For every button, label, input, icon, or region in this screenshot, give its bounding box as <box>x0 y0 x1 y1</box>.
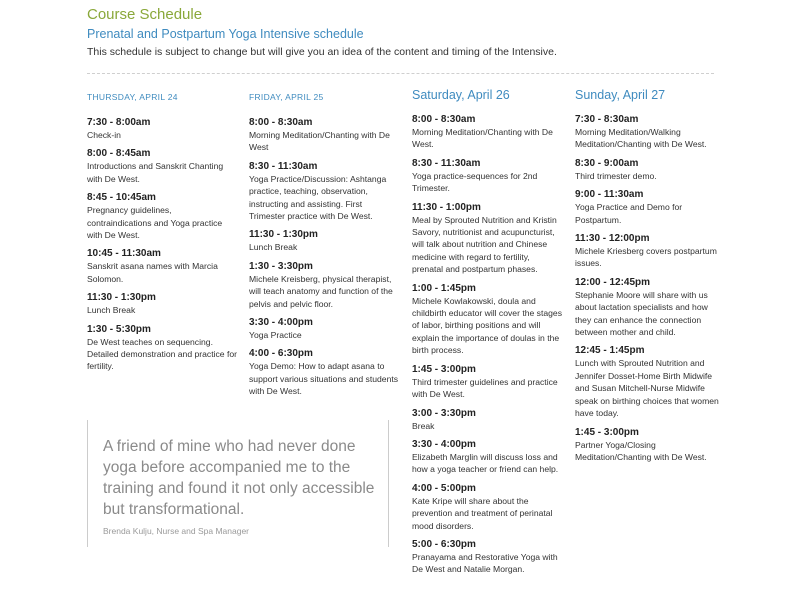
entry-description: Sanskrit asana names with Marcia Solomon. <box>87 261 218 284</box>
entry-description: Morning Meditation/Chanting with De West <box>249 130 390 153</box>
entry-time: 11:30 - 12:00pm <box>575 233 650 245</box>
entry-time: 1:30 - 5:30pm <box>87 323 151 335</box>
entry-time: 11:30 - 1:30pm <box>249 229 318 241</box>
schedule-entry <box>575 113 725 151</box>
schedule-entry <box>87 191 237 241</box>
schedule-entry <box>249 160 399 223</box>
schedule-entry <box>87 291 237 316</box>
entry-description: Check-in <box>87 130 121 140</box>
entry-time: 1:45 - 3:00pm <box>575 426 639 438</box>
entry-time: 11:30 - 1:00pm <box>412 201 481 213</box>
entry-time: 9:00 - 11:30am <box>575 189 644 201</box>
schedule-entry <box>412 282 562 357</box>
entry-time: 8:00 - 8:45am <box>87 148 151 160</box>
day-column-friday <box>249 88 399 404</box>
day-heading: Saturday, April 26 <box>412 88 510 102</box>
schedule-entry <box>575 232 725 270</box>
schedule-entry <box>87 147 237 185</box>
schedule-entry <box>412 438 562 476</box>
testimonial-attribution: Brenda Kulju, Nurse and Spa Manager <box>103 526 250 536</box>
entry-time: 8:00 - 8:30am <box>412 114 476 125</box>
entry-time: 1:30 - 3:30pm <box>249 260 313 272</box>
entry-time: 1:45 - 3:00pm <box>412 363 476 375</box>
entry-description: Yoga practice-sequences for 2nd Trimester. <box>412 170 538 194</box>
divider <box>87 73 714 74</box>
schedule-entry <box>575 426 725 464</box>
entry-time: 7:30 - 8:30am <box>575 114 639 125</box>
entry-description: Introductions and Sanskrit Chanting with De West. <box>87 161 224 184</box>
entry-time: 7:30 - 8:00am <box>87 117 151 128</box>
entry-description: Yoga Practice/Discussion: Ashtanga practice, teaching, observation, instructing and assisting. First Trimester practice with De West. <box>249 173 387 222</box>
entry-description: Elizabeth Marglin will discuss loss and how a yoga teacher or friend can help. <box>412 451 559 475</box>
entry-description: Michele Kriesberg covers postpartum issues. <box>575 246 717 269</box>
entry-description: Pregnancy guidelines, contraindications and Yoga practice with De West. <box>87 205 223 241</box>
testimonial-quote: A friend of mine who had never done yoga before accompanied me to the training and found it not only accessible but transformational. <box>103 438 375 518</box>
entry-description: Morning Meditation/Chanting with De West. <box>412 127 553 150</box>
entry-description: De West teaches on sequencing. Detailed demonstration and practice for fertility. <box>87 336 237 372</box>
schedule-entry <box>412 407 562 432</box>
entry-time: 12:00 - 12:45pm <box>575 276 651 288</box>
entry-time: 5:00 - 6:30pm <box>412 538 476 550</box>
entry-time: 8:30 - 9:00am <box>575 157 639 169</box>
entry-description: Break <box>412 420 435 431</box>
entry-description: Pranayama and Restorative Yoga with De West and Natalie Morgan. <box>412 551 558 575</box>
schedule-entry <box>249 260 399 310</box>
page-subtitle: Prenatal and Postpartum Yoga Intensive schedule <box>87 27 364 41</box>
schedule-entry <box>249 316 399 341</box>
entry-description: Yoga Practice <box>249 330 302 341</box>
entry-time: 3:30 - 4:00pm <box>412 438 476 450</box>
entry-time: 8:30 - 11:30am <box>412 157 481 169</box>
entry-time: 11:30 - 1:30pm <box>87 292 156 304</box>
schedule-entry <box>412 201 562 276</box>
entry-description: Morning Meditation/Walking Meditation/Chanting with De West. <box>575 127 707 150</box>
day-heading: THURSDAY, APRIL 24 <box>87 92 178 102</box>
schedule-entry <box>412 113 562 151</box>
schedule-entry <box>575 276 725 339</box>
entry-time: 1:00 - 1:45pm <box>412 282 476 294</box>
schedule-entry <box>575 157 725 182</box>
day-column-sunday <box>575 88 725 469</box>
entry-description: Yoga Demo: How to adapt asana to support various situations and students with De West. <box>249 361 399 397</box>
page-title: Course Schedule <box>87 6 203 23</box>
entry-description: Lunch Break <box>249 242 298 253</box>
schedule-entry <box>575 344 725 419</box>
schedule-entry <box>412 482 562 532</box>
schedule-entry <box>249 228 399 253</box>
entry-time: 3:30 - 4:00pm <box>249 317 313 329</box>
schedule-entry <box>87 247 237 285</box>
entry-description: Michele Kreisberg, physical therapist, will teach anatomy and function of the pelvis and pelvic floor. <box>249 273 393 309</box>
schedule-entry <box>412 538 562 576</box>
entry-description: Stephanie Moore will share with us about lactation specialists and how they can enhance the connection between mother and child. <box>575 289 708 338</box>
day-heading: Sunday, April 27 <box>575 88 666 102</box>
intro-text: This schedule is subject to change but will give you an idea of the content and timing of the Intensive. <box>87 46 557 58</box>
entry-time: 8:45 - 10:45am <box>87 192 156 204</box>
schedule-entry <box>412 363 562 401</box>
entry-time: 12:45 - 1:45pm <box>575 345 645 357</box>
entry-description: Partner Yoga/Closing Meditation/Chanting with De West. <box>575 439 707 462</box>
entry-description: Third trimester demo. <box>575 170 657 181</box>
schedule-entry <box>87 116 237 141</box>
entry-description: Michele Kowlakowski, doula and childbirth educator will cover the stages of labor, birthing positions and will explain the importance of doulas in the birth process. <box>412 295 562 356</box>
entry-description: Lunch Break <box>87 305 136 316</box>
schedule-entry <box>249 347 399 397</box>
entry-description: Third trimester guidelines and practice with De West. <box>412 376 558 400</box>
entry-time: 8:00 - 8:30am <box>249 117 313 128</box>
day-column-saturday <box>412 88 562 582</box>
entry-time: 4:00 - 6:30pm <box>249 348 313 360</box>
entry-time: 10:45 - 11:30am <box>87 248 161 260</box>
day-heading: FRIDAY, APRIL 25 <box>249 92 324 102</box>
entry-description: Meal by Sprouted Nutrition and Kristin Savory, nutritionist and acupuncturist, will talk about nutrition and Chinese medicine with regard to fertility, prenatal and postpartum phases. <box>412 214 557 275</box>
entry-time: 3:00 - 3:30pm <box>412 407 476 419</box>
entry-description: Lunch with Sprouted Nutrition and Jennifer Dosset-Home Birth Midwife and Susan Mitchell-Nurse Midwife speak on birthing choices that women have today. <box>575 358 719 419</box>
schedule-entry <box>412 157 562 195</box>
schedule-entry <box>575 188 725 226</box>
entry-time: 4:00 - 5:00pm <box>412 482 476 494</box>
schedule-entry <box>87 323 237 373</box>
testimonial <box>87 420 389 547</box>
entry-time: 8:30 - 11:30am <box>249 160 318 172</box>
schedule-entry <box>249 116 399 154</box>
entry-description: Kate Kripe will share about the prevention and treatment of perinatal mood disorders. <box>412 495 553 531</box>
day-column-thursday <box>87 88 237 379</box>
entry-description: Yoga Practice and Demo for Postpartum. <box>575 202 683 225</box>
